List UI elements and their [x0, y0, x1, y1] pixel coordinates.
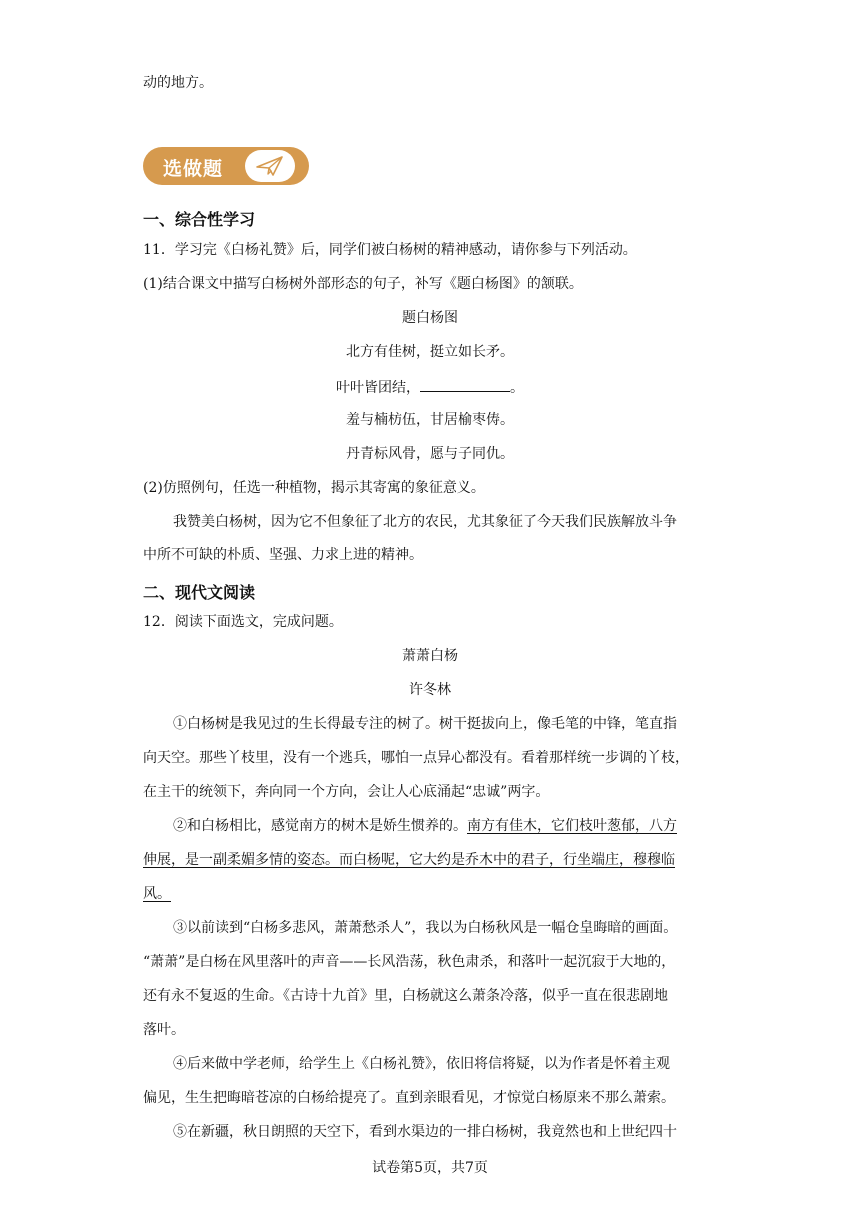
paragraph-3-line-1: ③以前读到“白杨多悲风，萧萧愁杀人”，我以为白杨秋风是一幅仓皇晦暗的画面。 — [173, 920, 678, 936]
banner-label: 选做题 — [163, 158, 224, 180]
question-11-part1: (1)结合课文中描写白杨树外部形态的句子，补写《题白杨图》的颔联。 — [143, 276, 583, 292]
paragraph-3-line-3: 还有永不复返的生命。《古诗十九首》里，白杨就这么萧条冷落，似乎一直在很悲剧地 — [143, 988, 668, 1004]
paragraph-1-line-1: ①白杨树是我见过的生长得最专注的树了。树干挺拔向上，像毛笔的中锋，笔直指 — [173, 716, 677, 732]
paragraph-4-line-1: ④后来做中学老师，给学生上《白杨礼赞》，依旧将信将疑，以为作者是怀着主观 — [173, 1056, 670, 1072]
poem-line-1: 北方有佳树，挺立如长矛。 — [346, 344, 514, 360]
paragraph-4-line-2: 偏见，生生把晦暗苍凉的白杨给提亮了。直到亲眼看见，才惊觉白杨原来不那么萧索。 — [143, 1090, 675, 1106]
poem-line-4: 丹青标风骨，愿与子同仇。 — [346, 446, 514, 462]
article-title: 萧萧白杨 — [402, 648, 458, 664]
optional-questions-banner — [143, 147, 309, 185]
page-footer: 试卷第5页，共7页 — [372, 1160, 488, 1176]
paragraph-2-plain-text: ②和白杨相比，感觉南方的树木是娇生惯养的。 — [173, 818, 467, 834]
section-heading-integrated-study: 一、综合性学习 — [143, 210, 256, 229]
poem-line-2-prefix: 叶叶皆团结， — [336, 380, 420, 396]
example-sentence-line-1: 我赞美白杨树，因为它不但象征了北方的农民，尤其象征了今天我们民族解放斗争 — [173, 514, 677, 530]
answer-blank[interactable] — [420, 379, 510, 392]
continued-text-line: 动的地方。 — [143, 75, 213, 91]
paragraph-1-line-3: 在主干的统领下，奔向同一个方向，会让人心底涌起“忠诚”两字。 — [143, 784, 550, 800]
poem-line-3: 羞与楠枋伍，甘居榆枣俦。 — [346, 412, 514, 428]
paragraph-3-line-4: 落叶。 — [143, 1022, 185, 1038]
underlined-passage: 南方有佳木，它们枝叶葱郁，八方 — [467, 818, 677, 834]
paragraph-1-line-2: 向天空。那些丫枝里，没有一个逃兵，哪怕一点异心都没有。看着那样统一步调的丫枝， — [143, 750, 689, 766]
underlined-passage-line-3: 风。 — [143, 886, 171, 902]
underlined-passage-line-2: 伸展，是一副柔媚多情的姿态。而白杨呢，它大约是乔木中的君子，行坐端庄，穆穆临 — [143, 852, 675, 868]
poem-line-2-suffix: 。 — [510, 380, 524, 396]
paragraph-5-line-1: ⑤在新疆，秋日朗照的天空下，看到水渠边的一排白杨树，我竟然也和上世纪四十 — [173, 1124, 677, 1140]
paragraph-3-line-2: “萧萧”是白杨在风里落叶的声音——长风浩荡，秋色肃杀，和落叶一起沉寂于大地的， — [143, 954, 676, 970]
banner-icon-badge — [245, 150, 295, 182]
question-12-stem: 12．阅读下面选文，完成问题。 — [143, 614, 343, 630]
question-11-stem: 11．学习完《白杨礼赞》后，同学们被白杨树的精神感动，请你参与下列活动。 — [143, 242, 637, 258]
article-author: 许冬林 — [409, 682, 451, 698]
paper-plane-icon — [255, 154, 285, 178]
poem-line-2 — [0, 379, 860, 395]
paragraph-2-line-1 — [173, 819, 677, 833]
section-heading-modern-reading: 二、现代文阅读 — [143, 583, 256, 602]
question-11-part2: (2)仿照例句，任选一种植物，揭示其寄寓的象征意义。 — [143, 480, 485, 496]
example-sentence-line-2: 中所不可缺的朴质、坚强、力求上进的精神。 — [143, 547, 423, 563]
poem-title: 题白杨图 — [402, 310, 458, 326]
